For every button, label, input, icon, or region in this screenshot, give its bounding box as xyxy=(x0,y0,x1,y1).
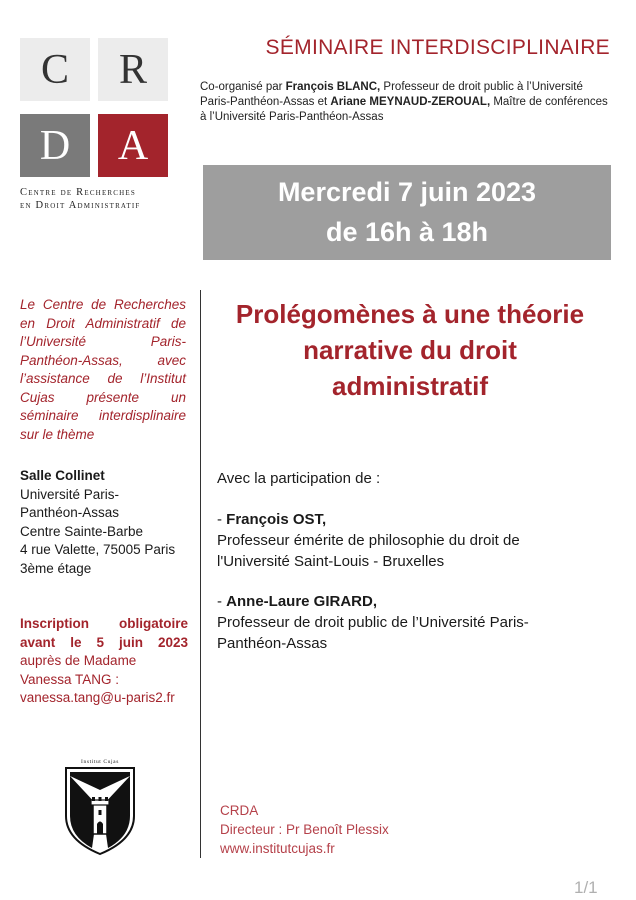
date-banner xyxy=(203,165,611,260)
organizers-text xyxy=(200,80,610,125)
speaker-2 xyxy=(217,591,607,654)
page-number: 1/1 xyxy=(574,878,598,897)
event-time: de 16h à 18h xyxy=(325,217,489,247)
logo-caption-line2: en Droit Administratif xyxy=(20,200,141,211)
speaker-1-dash: - xyxy=(217,511,227,528)
speaker-1-role-line2: l'Université Saint-Louis - Bruxelles xyxy=(217,553,445,570)
seminar-title: SÉMINAIRE INTERDISCIPLINAIRE xyxy=(265,36,610,59)
organizer-role-1: Professeur de droit public à l’Université Paris-Panthéon-Assas et xyxy=(200,81,583,108)
venue-line-4: 4 rue Valette, 75005 Paris xyxy=(20,542,176,557)
speaker-2-name: Anne-Laure GIRARD, xyxy=(226,593,378,610)
inscription-deadline: avant le 5 juin 2023 xyxy=(20,634,188,650)
logo-letter-c: C xyxy=(20,38,90,101)
logo-letter-a: A xyxy=(98,114,168,177)
speaker-1 xyxy=(217,509,607,572)
inscription-contact-line: auprès de Madame xyxy=(20,653,137,668)
speaker-2-role-line1: Professeur de droit public de l’Université Paris- xyxy=(217,614,529,631)
topic-title-line3: administratif xyxy=(331,371,489,401)
footer-website-link[interactable]: www.institutcujas.fr xyxy=(220,841,335,856)
seminar-topic-title xyxy=(205,296,615,404)
logo-letter-r: R xyxy=(98,38,168,101)
speaker-1-role-line1: Professeur émérite de philosophie du droit de xyxy=(217,532,520,549)
speaker-1-name: François OST, xyxy=(226,511,327,528)
institut-cujas-crest-icon xyxy=(62,756,138,856)
organizer-name-2: Ariane MEYNAUD-ZEROUAL, xyxy=(330,96,491,108)
organizers-prefix: Co-organisé par xyxy=(200,81,286,93)
venue-block xyxy=(20,467,190,578)
column-divider xyxy=(200,290,201,858)
logo-caption xyxy=(20,186,180,212)
crest-label: Institut Cujas xyxy=(81,759,119,765)
organizer-name-1: François BLANC, xyxy=(285,81,381,93)
footer-block xyxy=(220,801,520,858)
venue-line-2: Panthéon-Assas xyxy=(20,505,120,520)
speaker-2-role-line2: Panthéon-Assas xyxy=(217,635,328,652)
venue-line-3: Centre Sainte-Barbe xyxy=(20,523,144,539)
footer-org: CRDA xyxy=(220,803,259,818)
inscription-contact-name: Vanessa TANG : xyxy=(20,671,120,687)
footer-director: Directeur : Pr Benoît Plessix xyxy=(220,822,389,837)
topic-title-line1: Prolégomènes à une théorie xyxy=(235,299,585,329)
venue-line-5: 3ème étage xyxy=(20,560,92,576)
crda-logo xyxy=(20,38,170,176)
topic-title-line2: narrative du droit xyxy=(303,335,517,365)
venue-room: Salle Collinet xyxy=(20,468,105,483)
inscription-required: Inscription obligatoire xyxy=(20,616,188,631)
intro-text: Le Centre de Recherches en Droit Administratif de l’Université Paris-Panthéon-Assas, avec l’assistance de l’Institut Cujas présente un séminaire interdisplinaire sur le thème xyxy=(20,297,186,442)
speaker-2-dash: - xyxy=(217,593,227,610)
event-date: Mercredi 7 juin 2023 xyxy=(277,177,537,207)
organizer-role-2: Maître de conférences à l’Université Paris-Panthéon-Assas xyxy=(200,96,608,123)
logo-caption-line1: Centre de Recherches xyxy=(20,187,136,198)
participation-intro: Avec la participation de : xyxy=(217,470,381,487)
venue-line-1: Université Paris- xyxy=(20,486,120,502)
inscription-block xyxy=(20,615,188,708)
logo-letter-d: D xyxy=(20,114,90,177)
inscription-email[interactable]: vanessa.tang@u-paris2.fr xyxy=(20,690,175,705)
